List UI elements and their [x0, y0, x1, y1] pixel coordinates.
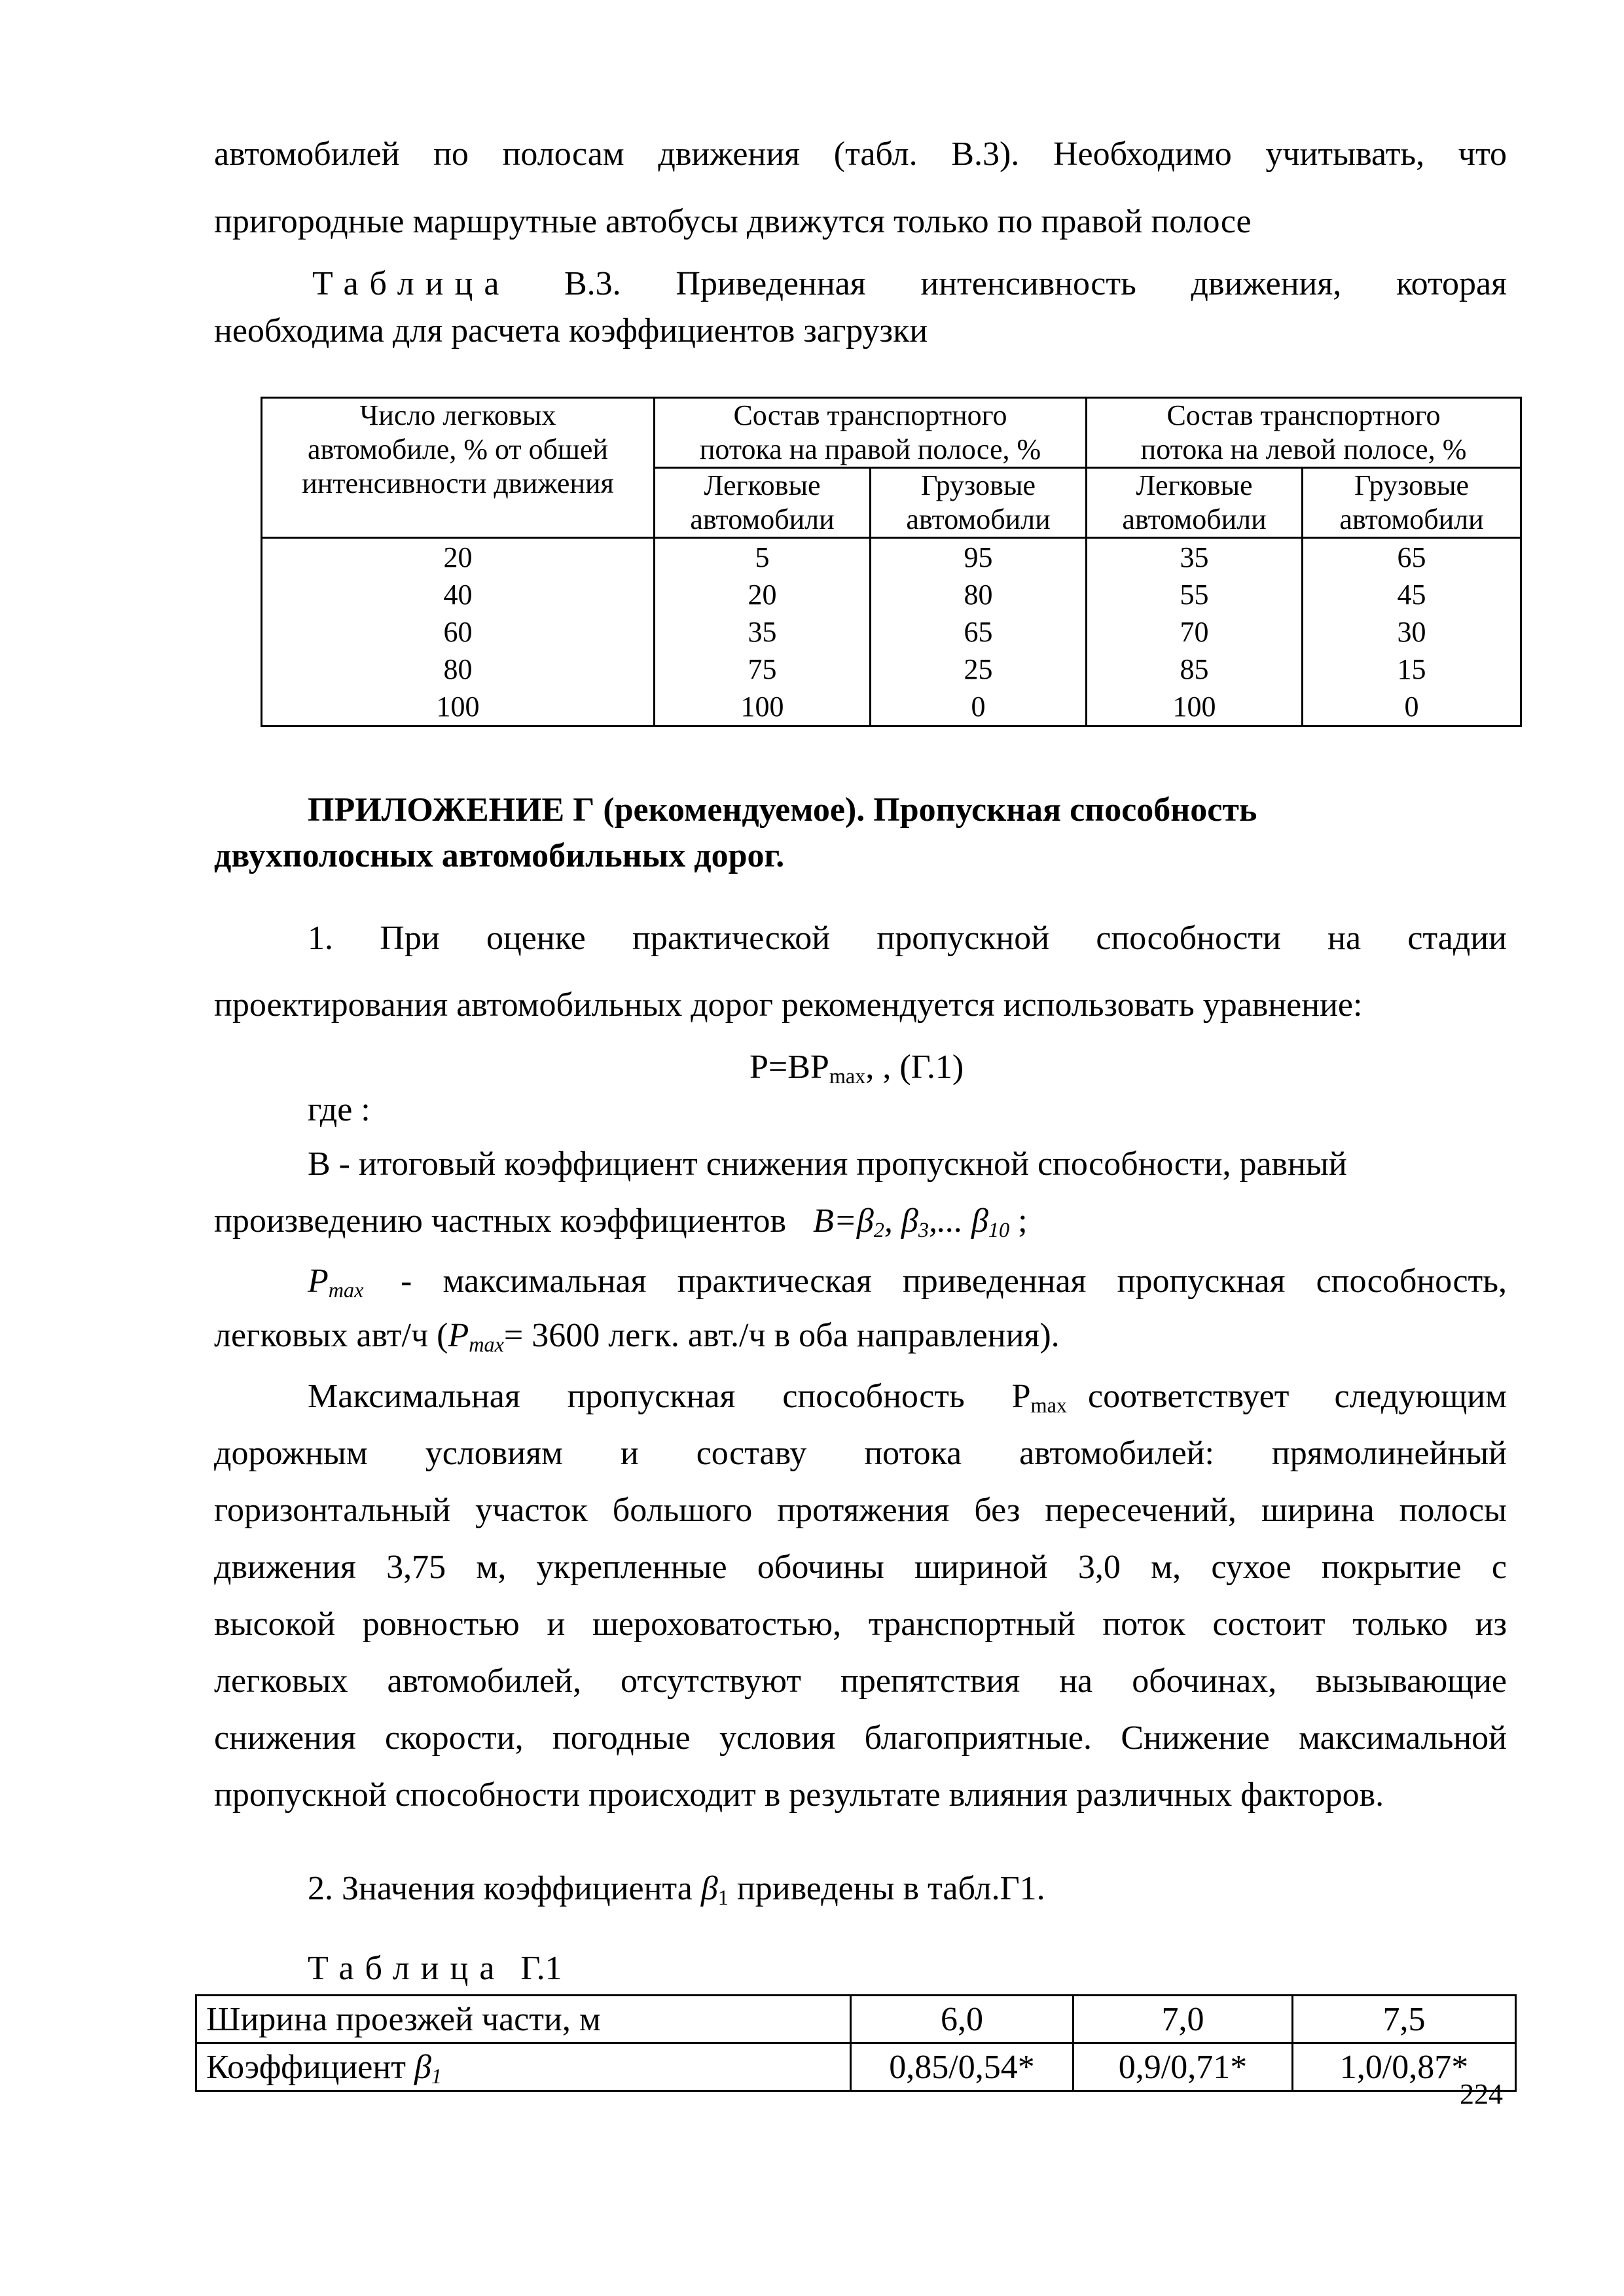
appendix-heading-line-1: ПРИЛОЖЕНИЕ Г (рекомендуемое). Пропускная способность [308, 791, 1257, 829]
table-b3-caption-line-2: необходима для расчета коэффициентов загрузки [214, 312, 928, 350]
table-cell: 95 [871, 537, 1087, 576]
table-cell: 35 [1087, 537, 1303, 576]
table-cell: 80 [262, 651, 655, 688]
table-cell: 40 [262, 576, 655, 613]
formula-tail: , , (Г.1) [865, 1049, 964, 1086]
header-right-cars [655, 467, 871, 537]
intro-line-2: пригородные маршрутные автобусы движутся только по правой полосе [214, 203, 1252, 240]
table-cell: 100 [655, 688, 871, 726]
para-max-line-3: горизонтальный участок большого протяжения без пересечений, ширина полосы [214, 1492, 1507, 1529]
beta-sub: 10 [988, 1218, 1010, 1242]
beta-symbol: β [856, 1202, 874, 1240]
def-pmax-line-1 [308, 1263, 1507, 1302]
table-cell: 20 [262, 537, 655, 576]
table-cell: 0,85/0,54* [851, 2043, 1074, 2091]
table-cell: 15 [1303, 651, 1521, 688]
table-caption-label: Таблица [308, 1950, 506, 1987]
formula-main: P=BP [749, 1049, 829, 1086]
para-max-line-1 [308, 1378, 1507, 1418]
table-row [262, 613, 1521, 651]
table-cell: 65 [871, 613, 1087, 651]
table-cell: Ширина проезжей части, м [196, 1996, 851, 2043]
appendix-heading-line-2: двухполосных автомобильных дорог. [214, 837, 785, 874]
formula-sub: max [829, 1064, 866, 1088]
header-line: Состав транспортного [1166, 399, 1441, 431]
table-cell: 75 [655, 651, 871, 688]
header-line: интенсивности движения [302, 467, 614, 499]
para-max-sub: max [1030, 1393, 1067, 1418]
para2 [308, 1870, 1045, 1910]
header-line: автомобили [906, 503, 1051, 535]
table-cell: 65 [1303, 537, 1521, 576]
para1-line-2: проектирования автомобильных дорог рекомендуется использовать уравнение: [214, 986, 1363, 1024]
page-number: 224 [1460, 2078, 1503, 2110]
header-right-trucks [871, 467, 1087, 537]
header-line: потока на правой полосе, % [699, 433, 1041, 465]
def-pmax-pre: легковых авт/ч ( [214, 1317, 448, 1354]
table-cell: 6,0 [851, 1996, 1074, 2043]
def-pmax-text: - максимальная практическая приведенная пропускная способность, [401, 1263, 1507, 1300]
table-row [262, 576, 1521, 613]
pmax-symbol [308, 1263, 364, 1302]
def-b-expression [813, 1202, 1009, 1240]
table-cell: 7,5 [1293, 1996, 1516, 2043]
table-cell: 80 [871, 576, 1087, 613]
header-left-trucks [1303, 467, 1521, 537]
beta-sub: 1 [717, 1886, 729, 1910]
beta-symbol: β [971, 1202, 988, 1240]
table-cell: 55 [1087, 576, 1303, 613]
para-max-line-6: легковых автомобилей, отсутствуют препятствия на обочинах, вызывающие [214, 1662, 1507, 1700]
para2-post: приведены в табл.Г1. [728, 1870, 1045, 1907]
header-right-lane [655, 398, 1087, 468]
header-line: Легковые [704, 469, 821, 501]
para1-line-1: 1. При оценке практической пропускной способности на стадии [308, 920, 1507, 957]
header-line: автомобили [1339, 503, 1484, 535]
table-row [196, 2043, 1516, 2091]
header-left-lane [1087, 398, 1521, 468]
table-cell: 0 [1303, 688, 1521, 726]
def-pmax-post: = 3600 легк. авт./ч в оба направления). [503, 1317, 1060, 1354]
para-max-pre: Максимальная пропускная способность P [308, 1378, 1031, 1415]
para-max-line-2: дорожным условиям и составу потока автомобилей: прямолинейный [214, 1435, 1507, 1472]
table-cell: 35 [655, 613, 871, 651]
table-cell: 100 [262, 688, 655, 726]
para-max-line-4: движения 3,75 м, укрепленные обочины шириной 3,0 м, сухое покрытие с [214, 1549, 1507, 1586]
table-b3-caption [312, 267, 1507, 301]
para-max-line-8: пропускной способности происходит в результате влияния различных факторов. [214, 1776, 1384, 1814]
separator: ,... [928, 1202, 971, 1240]
table-row [262, 651, 1521, 688]
header-line: автомобиле, % от обшей [308, 433, 608, 465]
table-cell: 0 [871, 688, 1087, 726]
beta-symbol: β [700, 1870, 718, 1907]
para-max-post: соответствует следующим [1088, 1378, 1507, 1415]
def-b-line-2 [214, 1202, 1028, 1242]
header-line: Легковые [1136, 469, 1253, 501]
separator: , [884, 1202, 901, 1240]
header-left-cars [1087, 467, 1303, 537]
def-b-line-1: B - итоговый коэффициент снижения пропускной способности, равный [308, 1145, 1347, 1183]
beta-sub: 2 [873, 1218, 884, 1242]
para-max-line-5: высокой ровностью и шероховатостью, транспортный поток состоит только из [214, 1605, 1507, 1643]
beta-sub: 1 [431, 2064, 442, 2088]
semicolon: ; [1009, 1202, 1028, 1240]
header-line: Грузовые [920, 469, 1036, 501]
pmax-sub: max [328, 1278, 364, 1302]
table-b3 [261, 397, 1522, 727]
header-share-of-cars [262, 398, 655, 538]
def-b-text: произведению частных коэффициентов [214, 1202, 787, 1240]
expr-b: B= [813, 1202, 857, 1240]
table-cell: 20 [655, 576, 871, 613]
table-cell [196, 2043, 851, 2091]
header-line: Число легковых [359, 399, 556, 431]
para2-pre: 2. Значения коэффициента [308, 1870, 701, 1907]
beta-symbol: β [414, 2048, 431, 2086]
table-caption-title: В.3. Приведенная интенсивность движения, которая [564, 265, 1507, 302]
table-g1-caption [308, 1952, 562, 1986]
table-cell: 30 [1303, 613, 1521, 651]
table-row [262, 688, 1521, 726]
table-cell: 5 [655, 537, 871, 576]
beta-sub: 3 [918, 1218, 929, 1242]
pmax-letter: P [308, 1263, 329, 1300]
beta-symbol: β [901, 1202, 918, 1240]
header-line: Состав транспортного [733, 399, 1007, 431]
table-cell: 60 [262, 613, 655, 651]
row-label: Коэффициент [206, 2048, 414, 2086]
table-caption-number: Г.1 [520, 1950, 562, 1987]
intro-line-1: автомобилей по полосам движения (табл. В.3). Необходимо учитывать, что [214, 135, 1507, 173]
table-row [196, 1996, 1516, 2043]
table-cell: 7,0 [1074, 1996, 1293, 2043]
para-max-line-7: снижения скорости, погодные условия благоприятные. Снижение максимальной [214, 1719, 1507, 1757]
table-g1 [195, 1994, 1517, 2092]
table-cell: 25 [871, 651, 1087, 688]
pmax-letter: P [448, 1317, 469, 1354]
header-line: автомобили [1122, 503, 1267, 535]
pmax-sub: max [469, 1333, 504, 1357]
para-max-line-1-pre [308, 1378, 1067, 1418]
table-cell: 100 [1087, 688, 1303, 726]
where-label: где : [308, 1091, 370, 1128]
header-line: потока на левой полосе, % [1140, 433, 1467, 465]
header-line: автомобили [690, 503, 835, 535]
table-caption-label: Таблица [312, 265, 511, 302]
table-cell: 85 [1087, 651, 1303, 688]
table-cell: 0,9/0,71* [1074, 2043, 1293, 2091]
table-row [262, 537, 1521, 576]
table-cell: 70 [1087, 613, 1303, 651]
formula-g1 [749, 1049, 964, 1088]
header-line: Грузовые [1354, 469, 1470, 501]
table-cell: 45 [1303, 576, 1521, 613]
table-cell: 1,0/0,87* [1293, 2043, 1516, 2091]
def-pmax-line-2 [214, 1317, 1060, 1357]
